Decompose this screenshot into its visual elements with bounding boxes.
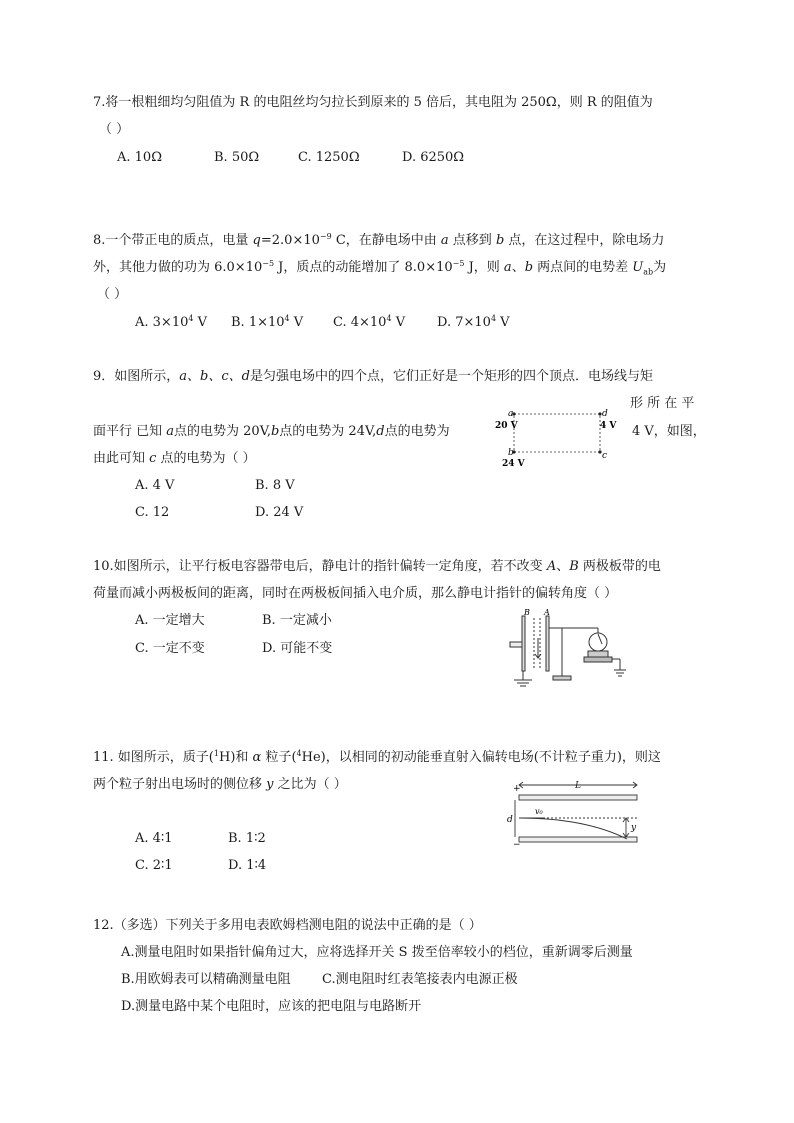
q11-option-d: D. 1∶4	[228, 858, 267, 873]
q9-stem-line3-right: 4 V，如图，	[632, 424, 706, 439]
q8-stem-line1: 8.一个带正电的质点，电量 $q=2.0\times 10^{-9}$ C，在静电场中由 a 点移到 b 点，在这过程中，除电场力	[93, 232, 665, 248]
q9-option-b: B. 8 V	[255, 478, 295, 493]
q9-label-c: c	[602, 451, 608, 461]
q10-option-d: D. 可能不变	[262, 641, 333, 656]
q9-label-b: b	[508, 448, 514, 458]
q9-label-d: d	[602, 409, 608, 419]
q9-rectangle-figure	[492, 406, 617, 472]
q9-value-a: 20 V	[495, 421, 518, 431]
q10-capacitor-figure	[498, 608, 638, 690]
q10-electrometer	[589, 633, 607, 651]
q9-stem-line4: 由此可知 c 点的电势为（ ）	[93, 451, 256, 466]
q11-deflection-field-figure	[505, 777, 645, 849]
q10-stem-line1: 10.如图所示，让平行板电容器带电后，静电计的指针偏转一定角度，若不改变 A、B 两极板带的电	[93, 559, 661, 574]
q9-option-d: D. 24 V	[255, 505, 304, 520]
q11-label-y: y	[631, 823, 637, 833]
q11-particle-path	[519, 818, 627, 839]
q9-value-b: 24 V	[502, 459, 525, 469]
q11-option-c: C. 2∶1	[135, 858, 173, 873]
q11-label-l: L	[575, 781, 581, 791]
q10-label-a: A	[544, 608, 550, 617]
q12-option-c: C.测电阻时红表笔接表内电源正极	[322, 972, 518, 987]
q11-label-d: d	[507, 815, 513, 825]
q11-option-b: B. 1∶2	[228, 831, 266, 846]
q9-stem-line3: 面平行 已知 a点的电势为 20V,b点的电势为 24V,d点的电势为	[93, 424, 450, 439]
q9-option-a: A. 4 V	[135, 478, 175, 493]
q8-option-c: C. $4\times 10^4$ V	[333, 314, 406, 330]
q12-option-a: A.测量电阻时如果指针偏角过大，应将选择开关 S 拨至倍率较小的档位，重新调零后测量	[121, 945, 633, 960]
q8-option-b: B. $1\times 10^4$ V	[231, 314, 304, 330]
q11-option-a: A. 4∶1	[135, 831, 173, 846]
q11-stem-line2: 两个粒子射出电场时的侧位移 y 之比为（ ）	[93, 777, 347, 792]
q7-option-a: A. 10Ω	[117, 150, 162, 165]
q11-stem-line1: 11. 如图所示，质子($^1$H)和 α 粒子($^4$He)，以相同的初动能垂直射入偏转电场(不计粒子重力)，则这	[93, 749, 661, 765]
q10-option-a: A. 一定增大	[135, 613, 205, 628]
q7-stem-line1: 7.将一根粗细均匀阻值为 R 的电阻丝均匀拉长到原来的 5 倍后，其电阻为 250Ω，则 R 的阻值为	[93, 95, 653, 110]
q8-stem-line2: 外，其他力做的功为 $6.0\times 10^{-5}$ J，质点的动能增加了 $8.0\times 10^{-5}$ J，则 a、b 两点间的电势差 $U_{ab}$为	[93, 259, 667, 277]
q8-option-a: A. $3\times 10^4$ V	[135, 314, 207, 330]
q9-dashed-rectangle	[514, 414, 600, 452]
q9-stem-line1: 9．如图所示，a、b、c、d是匀强电场中的四个点，它们正好是一个矩形的四个顶点．电场线与矩	[93, 369, 653, 384]
q11-label-minus: −	[513, 840, 521, 849]
q7-option-c: C. 1250Ω	[298, 150, 360, 165]
q8-stem-line3: （ ）	[97, 287, 128, 302]
q11-top-plate	[519, 795, 637, 800]
q12-option-d: D.测量电路中某个电阻时，应该的把电阻与电路断开	[121, 999, 422, 1014]
q7-stem-line2: （ ）	[99, 122, 130, 137]
q9-label-a: a	[508, 409, 514, 419]
q10-insulating-handle	[510, 642, 522, 647]
q12-option-b: B.用欧姆表可以精确测量电阻	[121, 972, 291, 987]
q12-title: 12.（多选）下列关于多用电表欧姆档测电阻的说法中正确的是（ ）	[93, 918, 482, 933]
q7-option-d: D. 6250Ω	[402, 150, 465, 165]
q10-stem-line2: 荷量而减小两极板间的距离，同时在两极板间插入电介质，那么静电计指针的偏转角度（ ）	[93, 586, 618, 601]
q8-option-d: D. $7\times 10^4$ V	[437, 314, 510, 330]
q10-label-b: B	[524, 608, 530, 617]
q7-option-b: B. 50Ω	[214, 150, 260, 165]
q10-option-b: B. 一定减小	[262, 613, 332, 628]
q11-label-plus: +	[513, 784, 521, 794]
q11-bottom-plate	[519, 837, 637, 842]
q9-option-c: C. 12	[135, 505, 170, 520]
q11-label-v0: v₀	[535, 807, 543, 816]
q9-stem-line2: 形 所 在 平	[630, 396, 695, 411]
q10-option-c: C. 一定不变	[135, 641, 205, 656]
q9-value-d: 4 V	[600, 421, 617, 431]
q10-plate-a	[546, 616, 549, 671]
